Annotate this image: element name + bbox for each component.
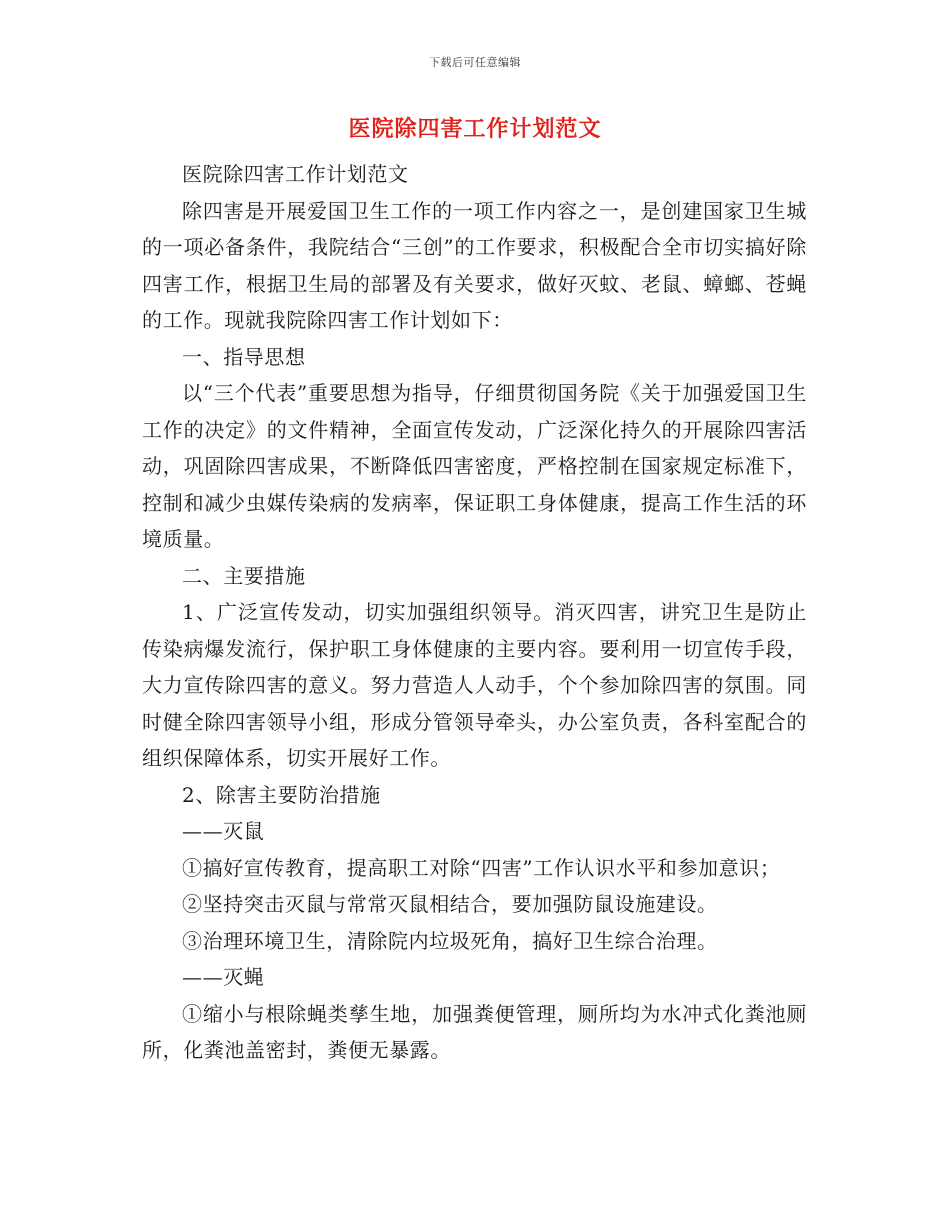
header-note: 下载后可任意编辑: [429, 56, 521, 69]
document-body: [142, 156, 807, 1069]
paragraph-intro: 除四害是开展爱国卫生工作的一项工作内容之一，是创建国家卫生城的一项必备条件，我院结合“三创”的工作要求，积极配合全市切实搞好除四害工作，根据卫生局的部署及有关要求，做好灭蚊、老鼠、蟑螂、苍蝇的工作。现就我院除四害工作计划如下：: [142, 198, 807, 332]
paragraph-guiding-ideology: 以“三个代表”重要思想为指导，仔细贯彻国务院《关于加强爱国卫生工作的决定》的文件精神，全面宣传发动，广泛深化持久的开展除四害活动，巩固除四害成果，不断降低四害密度，严格控制在国家规定标准下，控制和减少虫媒传染病的发病率，保证职工身体健康，提高工作生活的环境质量。: [142, 381, 807, 551]
list-item-fly-1: ①缩小与根除蝇类孳生地，加强粪便管理，厕所均为水冲式化粪池厕所，化粪池盖密封，粪便无暴露。: [142, 1001, 807, 1062]
list-item-rodent-1: ①搞好宣传教育，提高职工对除“四害”工作认识水平和参加意识；: [182, 855, 781, 880]
document-title: 医院除四害工作计划范文: [348, 116, 602, 142]
subheading-fly-control: ——灭蝇: [182, 965, 265, 989]
subheading-rodent-control: ——灭鼠: [182, 819, 265, 843]
subheading-measure-2: 2、除害主要防治措施: [182, 782, 381, 807]
paragraph-subtitle: 医院除四害工作计划范文: [182, 162, 409, 186]
list-item-rodent-3: ③治理环境卫生，清除院内垃圾死角，搞好卫生综合治理。: [182, 928, 718, 953]
section-heading-guiding-ideology: 一、指导思想: [182, 344, 306, 369]
section-heading-main-measures: 二、主要措施: [182, 563, 306, 588]
paragraph-measure-1: 1、广泛宣传发动，切实加强组织领导。消灭四害，讲究卫生是防止传染病爆发流行，保护职工身体健康的主要内容。要利用一切宣传手段，大力宣传除四害的意义。努力营造人人动手，个个参加除四害的氛围。同时健全除四害领导小组，形成分管领导牵头，办公室负责，各科室配合的组织保障体系，切实开展好工作。: [142, 600, 807, 770]
list-item-rodent-2: ②坚持突击灭鼠与常常灭鼠相结合，要加强防鼠设施建设。: [182, 892, 718, 916]
